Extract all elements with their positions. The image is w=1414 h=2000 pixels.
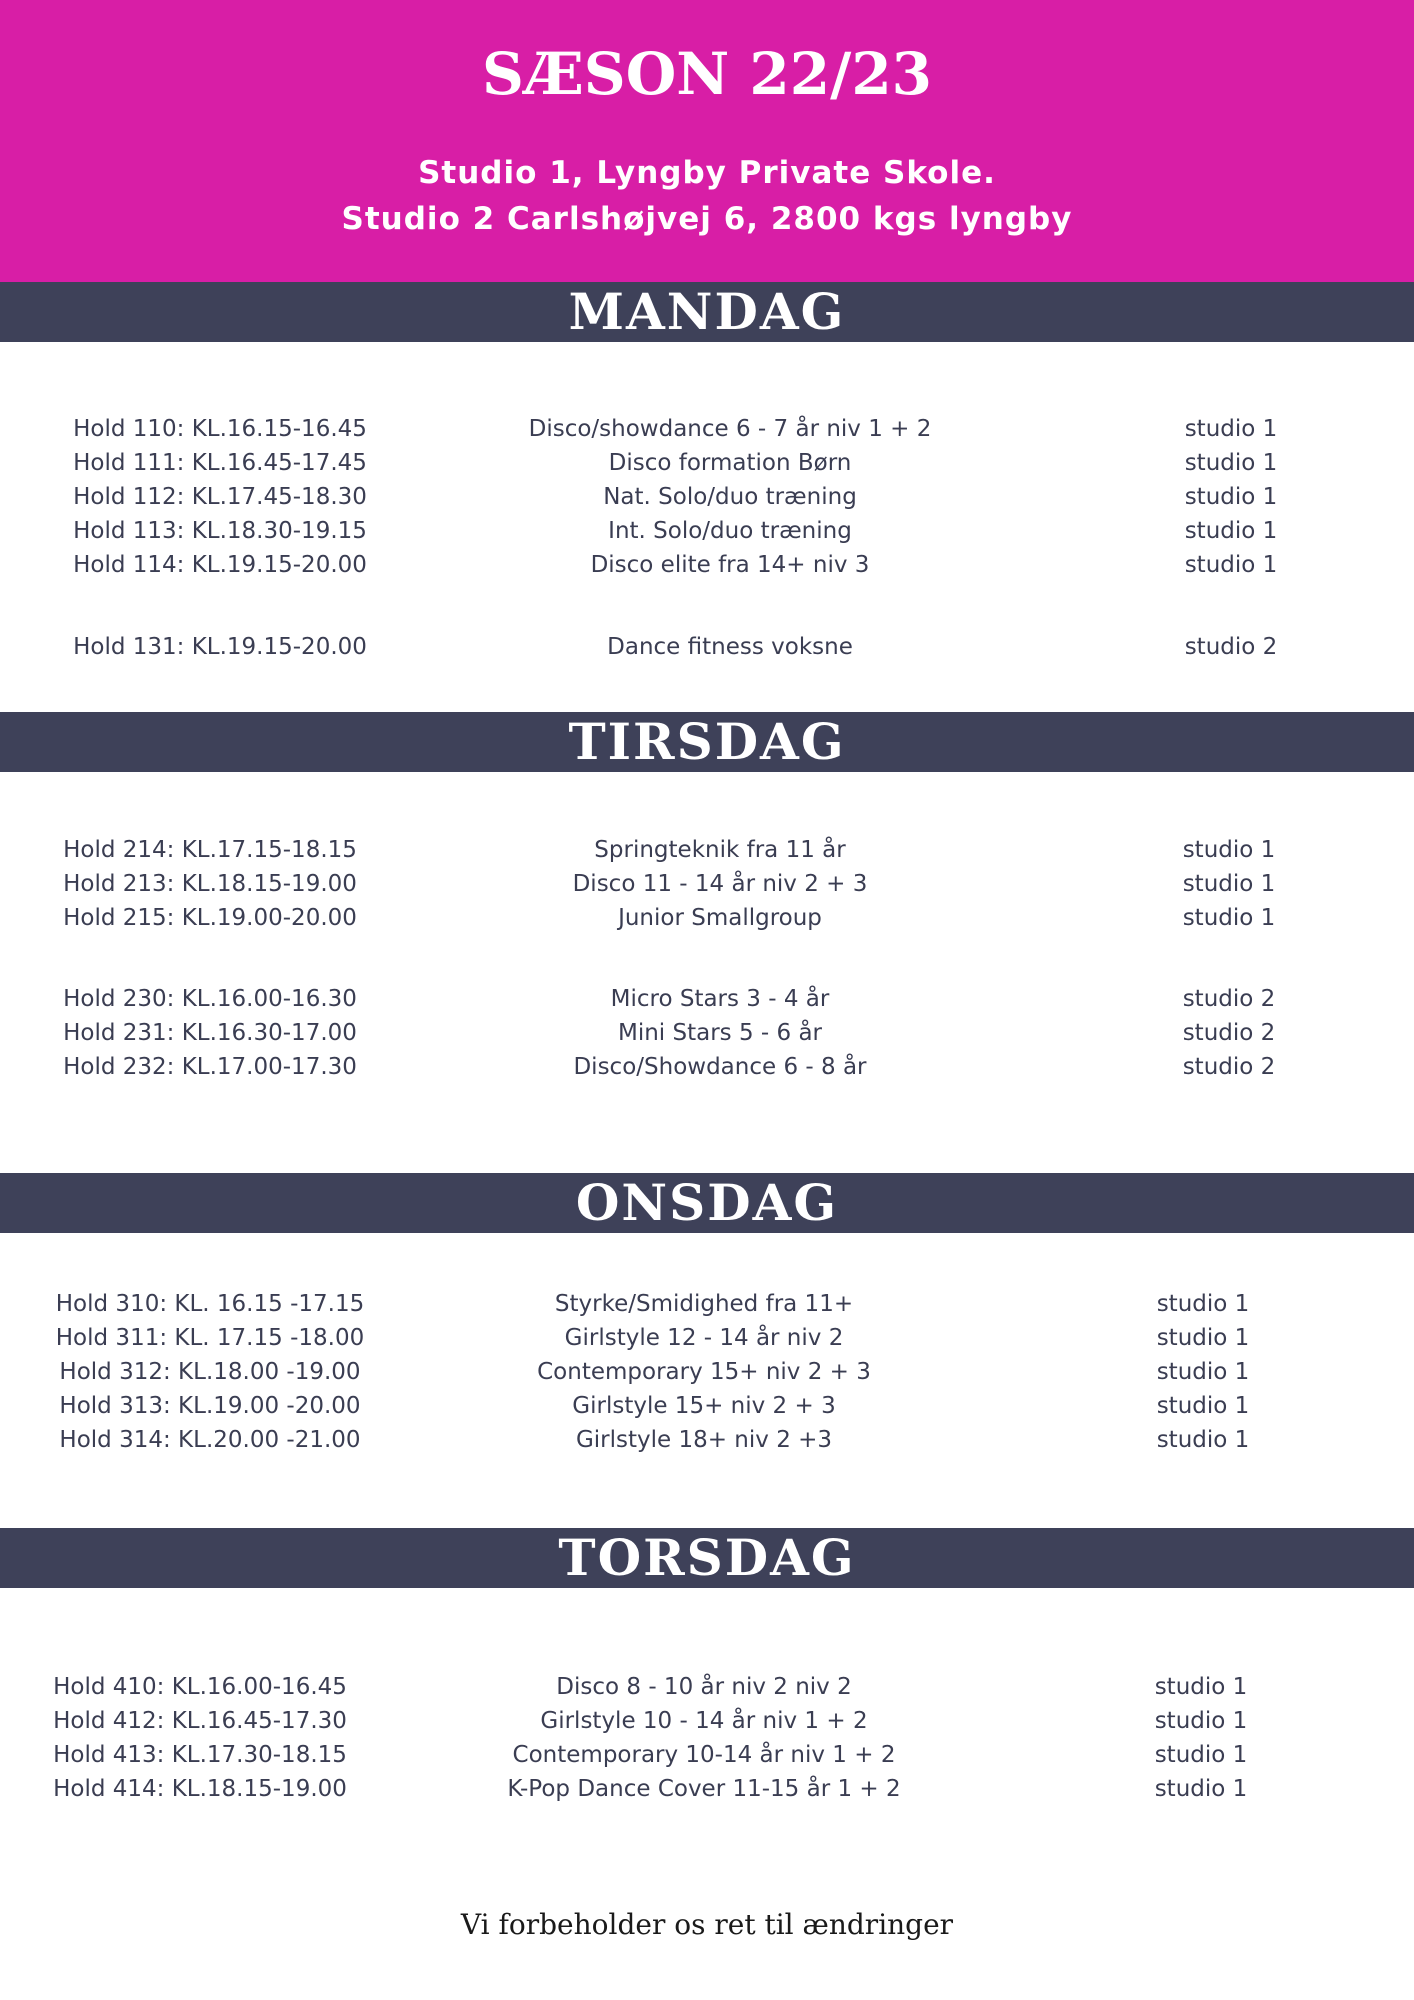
hold-time: Hold 231: KL.16.30-17.00 [63, 1020, 357, 1046]
hold-time: Hold 310: KL. 16.15 -17.15 [55, 1291, 365, 1317]
class-name: Disco 11 - 14 år niv 2 + 3 [572, 871, 868, 897]
hold-time: Hold 311: KL. 17.15 -18.00 [55, 1325, 365, 1351]
class-name: Mini Stars 5 - 6 år [617, 1020, 823, 1046]
schedule-row [0, 867, 1414, 901]
class-name: Contemporary 15+ niv 2 + 3 [537, 1359, 871, 1385]
studio-label: studio 1 [1156, 1393, 1250, 1419]
hold-time: Hold 314: KL.20.00 -21.00 [59, 1427, 361, 1453]
schedule-row [0, 630, 1414, 664]
footer-note: Vi forbeholder os ret til ændringer [460, 1908, 954, 1941]
schedule-row [0, 1355, 1414, 1389]
studio-label: studio 1 [1184, 416, 1278, 442]
studio-label: studio 1 [1184, 450, 1278, 476]
class-name: Girlstyle 10 - 14 år niv 1 + 2 [540, 1708, 868, 1734]
class-name: Disco/Showdance 6 - 8 år [573, 1054, 867, 1080]
hold-time: Hold 113: KL.18.30-19.15 [73, 518, 367, 544]
hold-time: Hold 215: KL.19.00-20.00 [63, 905, 357, 931]
class-name: K-Pop Dance Cover 11-15 år 1 + 2 [507, 1776, 901, 1802]
hold-time: Hold 213: KL.18.15-19.00 [63, 871, 357, 897]
class-name: Girlstyle 15+ niv 2 + 3 [572, 1393, 836, 1419]
class-name: Springteknik fra 11 år [594, 837, 846, 863]
hold-time: Hold 112: KL.17.45-18.30 [73, 484, 367, 510]
schedule-row [0, 480, 1414, 514]
class-name: Micro Stars 3 - 4 år [610, 986, 830, 1012]
hold-time: Hold 312: KL.18.00 -19.00 [59, 1359, 361, 1385]
studio-label: studio 1 [1182, 837, 1276, 863]
schedule-row [0, 1321, 1414, 1355]
studio-label: studio 1 [1154, 1776, 1248, 1802]
hold-time: Hold 131: KL.19.15-20.00 [73, 634, 367, 660]
studio-label: studio 1 [1184, 518, 1278, 544]
schedule-row [0, 1389, 1414, 1423]
hold-time: Hold 232: KL.17.00-17.30 [63, 1054, 357, 1080]
studio-label: studio 1 [1156, 1291, 1250, 1317]
header-banner [0, 0, 1414, 282]
schedule-row [0, 1704, 1414, 1738]
studio-2-address: Studio 2 Carlshøjvej 6, 2800 kgs lyngby [341, 201, 1073, 237]
studio-label: studio 1 [1184, 484, 1278, 510]
schedule-row [0, 1738, 1414, 1772]
studio-label: studio 1 [1156, 1325, 1250, 1351]
class-name: Contemporary 10-14 år niv 1 + 2 [512, 1742, 896, 1768]
hold-time: Hold 230: KL.16.00-16.30 [63, 986, 357, 1012]
class-name: Girlstyle 12 - 14 år niv 2 [564, 1325, 844, 1351]
schedule-row [0, 982, 1414, 1016]
schedule-row [0, 446, 1414, 480]
studio-label: studio 2 [1182, 1054, 1276, 1080]
class-name: Int. Solo/duo træning [608, 518, 852, 544]
studio-label: studio 2 [1182, 1020, 1276, 1046]
hold-time: Hold 111: KL.16.45-17.45 [73, 450, 367, 476]
studio-label: studio 1 [1154, 1708, 1248, 1734]
schedule-row [0, 1670, 1414, 1704]
studio-label: studio 1 [1182, 905, 1276, 931]
schedule-row [0, 901, 1414, 935]
hold-time: Hold 313: KL.19.00 -20.00 [59, 1393, 361, 1419]
studio-label: studio 2 [1184, 634, 1278, 660]
schedule-row [0, 1050, 1414, 1084]
schedule-row [0, 1016, 1414, 1050]
day-heading-onsdag: ONSDAG [0, 1173, 1414, 1233]
hold-time: Hold 414: KL.18.15-19.00 [53, 1776, 347, 1802]
class-name: Disco formation Børn [608, 450, 852, 476]
schedule-row [0, 833, 1414, 867]
class-name: Nat. Solo/duo træning [603, 484, 857, 510]
studio-label: studio 1 [1154, 1742, 1248, 1768]
studio-label: studio 1 [1156, 1359, 1250, 1385]
schedule-row [0, 1423, 1414, 1457]
studio-label: studio 1 [1184, 552, 1278, 578]
day-heading-tirsdag: TIRSDAG [0, 712, 1414, 772]
hold-time: Hold 114: KL.19.15-20.00 [73, 552, 367, 578]
class-name: Girlstyle 18+ niv 2 +3 [575, 1427, 833, 1453]
class-name: Junior Smallgroup [618, 905, 822, 931]
schedule-row [0, 412, 1414, 446]
season-title: SÆSON 22/23 [481, 40, 933, 108]
hold-time: Hold 110: KL.16.15-16.45 [73, 416, 367, 442]
schedule-row [0, 1772, 1414, 1806]
hold-time: Hold 413: KL.17.30-18.15 [53, 1742, 347, 1768]
class-name: Styrke/Smidighed fra 11+ [554, 1291, 854, 1317]
day-heading-torsdag: TORSDAG [0, 1528, 1414, 1588]
studio-label: studio 1 [1156, 1427, 1250, 1453]
hold-time: Hold 412: KL.16.45-17.30 [53, 1708, 347, 1734]
class-name: Disco elite fra 14+ niv 3 [590, 552, 870, 578]
hold-time: Hold 410: KL.16.00-16.45 [53, 1674, 347, 1700]
studio-label: studio 1 [1182, 871, 1276, 897]
studio-label: studio 2 [1182, 986, 1276, 1012]
class-name: Disco/showdance 6 - 7 år niv 1 + 2 [528, 416, 932, 442]
class-name: Disco 8 - 10 år niv 2 niv 2 [556, 1674, 852, 1700]
studio-label: studio 1 [1154, 1674, 1248, 1700]
studio-1-address: Studio 1, Lyngby Private Skole. [418, 155, 996, 191]
schedule-row [0, 1287, 1414, 1321]
hold-time: Hold 214: KL.17.15-18.15 [63, 837, 357, 863]
day-heading-mandag: MANDAG [0, 282, 1414, 342]
class-name: Dance fitness voksne [607, 634, 853, 660]
schedule-row [0, 548, 1414, 582]
schedule-row [0, 514, 1414, 548]
